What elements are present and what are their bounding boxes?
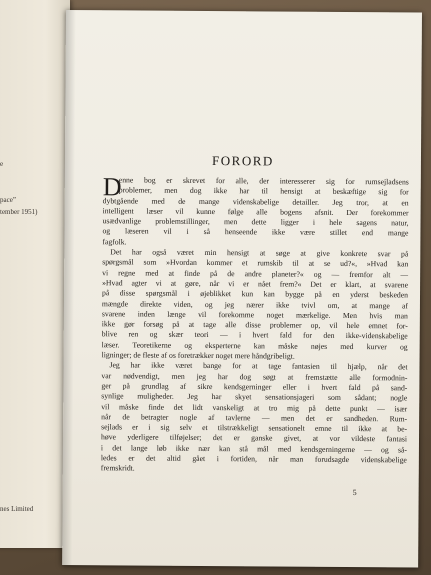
text-line: intelligent læser vil kunne følge alle bogens afsnit. Der forekommer — [102, 206, 409, 218]
text-line: blive ren og skær teori — i hvert fald for den ikke-videnskabelige — [101, 329, 408, 341]
left-page-fragment: nes Limited — [0, 505, 34, 513]
text-line: vil måske finde det lidt vanskeligt at tro mig på dette punkt — især — [101, 401, 408, 413]
text-line: læser. Teoretikerne og eksperterne kan måske nøjes med kurver og — [101, 340, 408, 352]
text-line: svarene inden længe vil forekomme noget mærkelige. Men hvis man — [101, 309, 408, 321]
text-line: dybtgående med de mange videnskabelige detailler. Jeg tror, at en — [102, 195, 409, 207]
text-line: problemer, men dog ikke har til hensigt at beskæftige sig for — [118, 185, 409, 197]
text-line: når de betragter nogle af tavlerne — men det er sandheden. Rum- — [101, 412, 408, 424]
page-number: 5 — [352, 488, 357, 498]
text-line: ligninger; de fleste af os foretrækker noget mere håndgribeligt. — [101, 350, 295, 361]
text-line: »Hvad agter vi at gøre, når vi er nået frem?« Det er klart, at svarene — [102, 278, 409, 290]
text-line: Det har også været min hensigt at søge at give konkrete svar på — [110, 247, 409, 259]
body-text — [100, 172, 409, 476]
right-page — [62, 10, 422, 567]
text-line: ledes er det altid gået i fortiden, når man forudsagde videnskabelige — [100, 453, 407, 465]
text-line: Jeg har ikke været bange for at tage fantasien til hjælp, når det — [109, 360, 408, 372]
text-line: usædvanlige problemstillinger, men dette ligger i hele sagens natur, — [102, 216, 409, 228]
text-line: sejlads er i sig selv et tilstrækkeligt sensationelt emne til ikke at be- — [101, 422, 408, 434]
left-page-fragment: tember 1951) — [0, 208, 38, 216]
text-line: enne bog er skrevet for alle, der interesserer sig for rumsejladsens — [118, 175, 409, 187]
text-line: vi regne med at finde på de andre planeter?« og — fremfor alt — — [102, 267, 409, 280]
text-line: ikke gør forsøg på at tage alle disse problemer op, vil hele emnet for- — [101, 319, 408, 331]
text-line: ger på grundlag af sikre kendsgerninger eller i hvert fald på sand- — [101, 381, 408, 393]
text-line: spørgsmål som »Hvordan kommer et rumskib til at se ud?«, »Hvad kan — [102, 257, 409, 269]
text-line: høve yderligere tilføjelser; det er ganske givet, at vor vildeste fantasi — [100, 432, 408, 444]
drop-cap: D — [102, 172, 122, 202]
left-page-fragment: e — [0, 160, 4, 168]
text-line: fagfolk. — [102, 237, 127, 247]
left-page — [0, 0, 70, 548]
text-line: var nødvendigt, men jeg har dog søgt at fremstætte alle formodnin- — [101, 370, 408, 383]
text-line: og læseren vil i så henseende ikke være stillet end mange — [102, 226, 409, 238]
left-page-fragment: pace” — [0, 196, 16, 204]
page-heading: FORORD — [212, 153, 274, 169]
text-line: mængde direkte viden, og jeg nærer ikke tvivl om, at mange af — [101, 298, 408, 310]
text-line: fremskridt. — [100, 463, 135, 473]
text-line: på disse spørgsmål i øjeblikket kun kan bygge på en yderst beskeden — [101, 288, 409, 300]
text-line: i det lange løb ikke nær kan stå mål med kendsgerningerne — og så- — [100, 442, 407, 455]
text-line: synlige muligheder. Jeg har skyet sensationsjageri som sådant; nogle — [101, 391, 408, 403]
